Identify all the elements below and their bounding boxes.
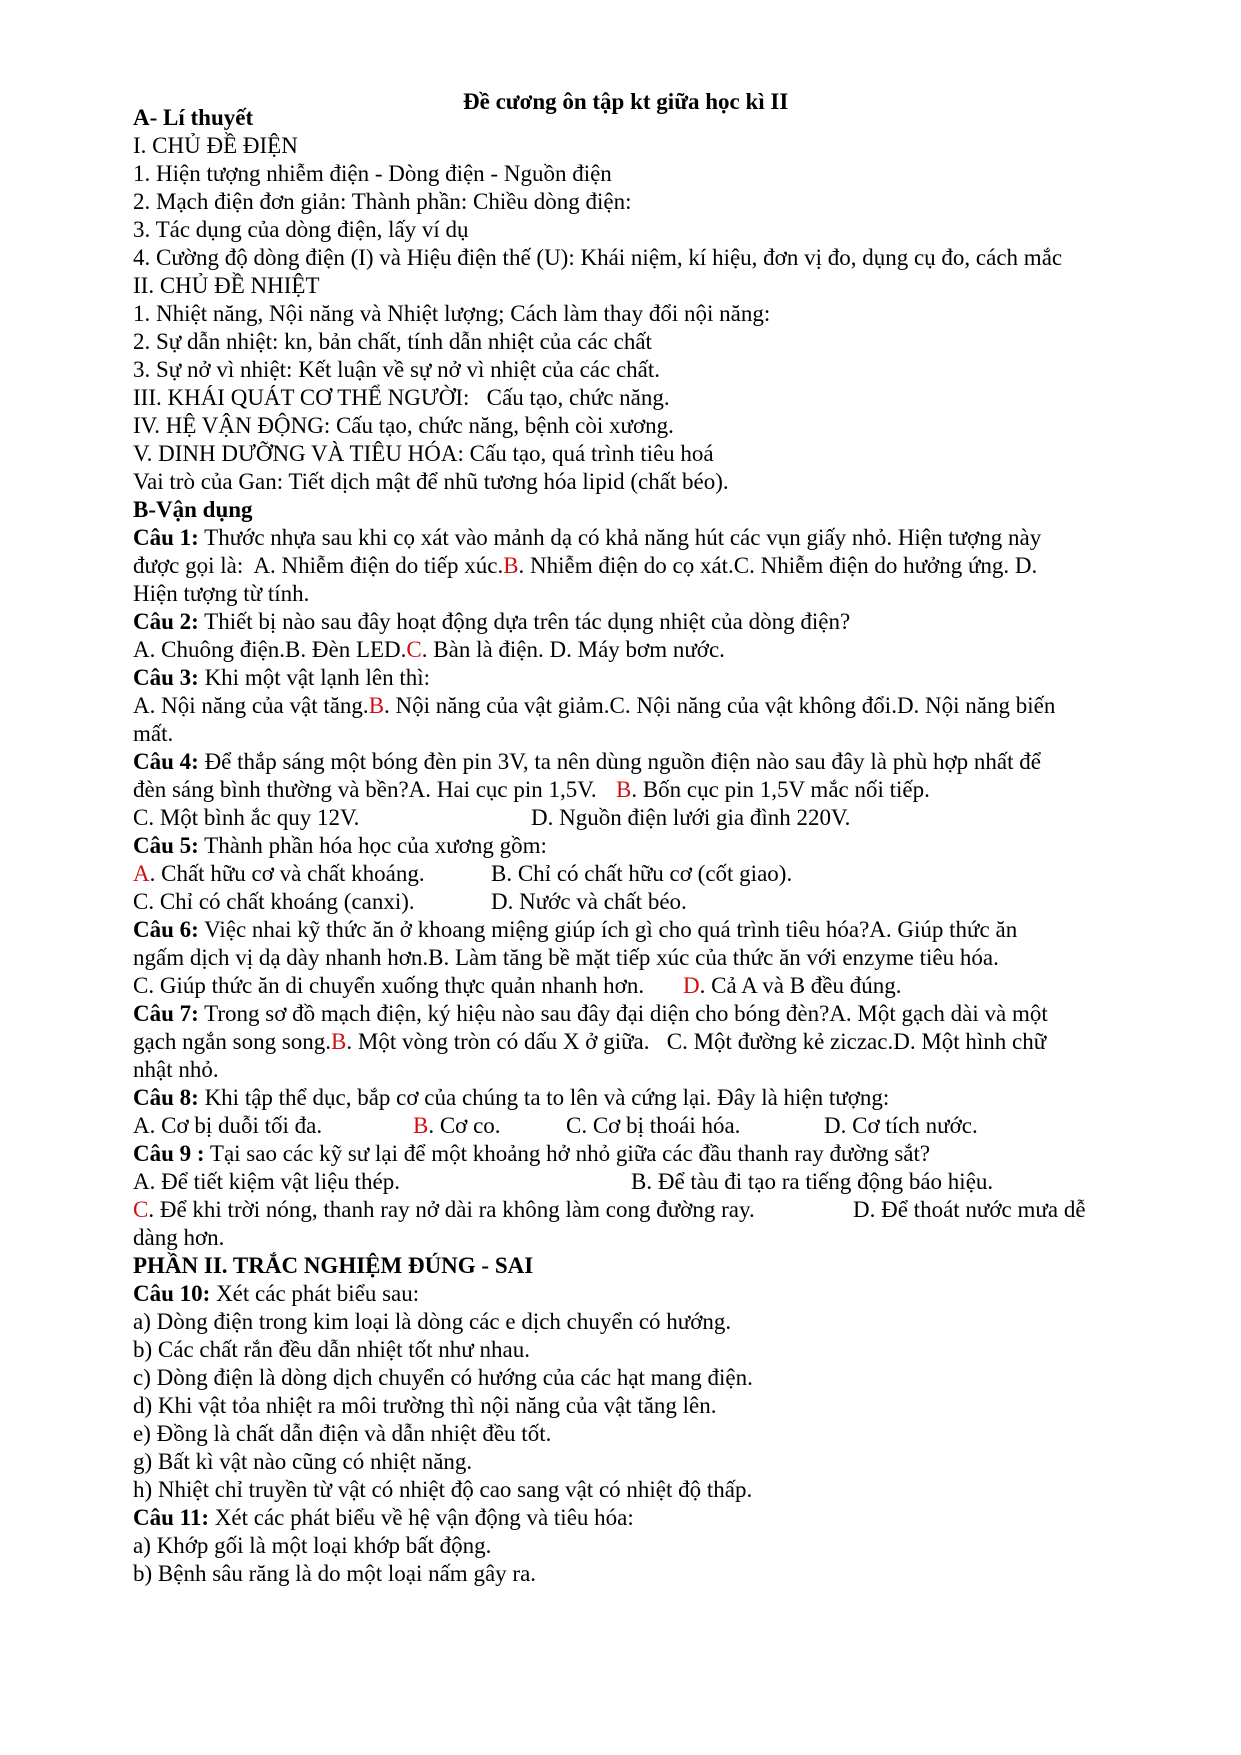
question-1-line: Hiện tượng từ tính. xyxy=(133,581,310,606)
question-9-line: dàng hơn. xyxy=(133,1225,225,1250)
question-4 xyxy=(133,748,1041,776)
question-text: Thiết bị nào sau đây hoạt động dựa trên tác dụng nhiệt của dòng điện? xyxy=(198,609,851,634)
statement-item: b) Các chất rắn đều dẫn nhiệt tốt như nhau. xyxy=(133,1337,530,1362)
question-text: Tại sao các kỹ sư lại để một khoảng hở nhỏ giữa các đầu thanh ray đường sắt? xyxy=(204,1141,931,1166)
theory-line: 1. Hiện tượng nhiễm điện - Dòng điện - Nguồn điện xyxy=(133,161,612,186)
question-text: Việc nhai kỹ thức ăn ở khoang miệng giúp ích gì cho quá trình tiêu hóa?A. Giúp thức ăn xyxy=(198,917,1018,942)
question-3 xyxy=(133,664,430,692)
question-8 xyxy=(133,1084,889,1112)
question-6 xyxy=(133,916,1017,944)
question-text: Khi tập thể dục, bắp cơ của chúng ta to lên và cứng lại. Đây là hiện tượng: xyxy=(198,1085,890,1110)
question-text: Xét các phát biểu về hệ vận động và tiêu hóa: xyxy=(209,1505,634,1530)
question-text: Thành phần hóa học của xương gồm: xyxy=(198,833,547,858)
question-2 xyxy=(133,608,850,636)
correct-answer-letter: B xyxy=(616,777,632,802)
theory-line: IV. HỆ VẬN ĐỘNG: Cấu tạo, chức năng, bệnh còi xương. xyxy=(133,413,674,438)
theory-line: I. CHỦ ĐỀ ĐIỆN xyxy=(133,133,298,158)
option-text: . Nhiễm điện do cọ xát.C. Nhiễm điện do hưởng ứng. D. xyxy=(518,553,1038,578)
correct-answer-letter: C xyxy=(133,1197,149,1222)
option-text: . Bốn cục pin 1,5V mắc nối tiếp. xyxy=(631,777,930,802)
question-label: Câu 2: xyxy=(133,609,199,634)
question-5-option-d: D. Nước và chất béo. xyxy=(491,889,687,914)
option-text: . Nội năng của vật giảm.C. Nội năng của vật không đổi.D. Nội năng biến xyxy=(384,693,1056,718)
question-4-option-b xyxy=(616,776,930,804)
question-label: Câu 10: xyxy=(133,1281,211,1306)
correct-answer-letter: D xyxy=(683,973,700,998)
question-7 xyxy=(133,1000,1048,1028)
question-label: Câu 5: xyxy=(133,833,199,858)
correct-answer-letter: B xyxy=(368,693,385,718)
question-label: Câu 11: xyxy=(133,1505,210,1530)
question-1 xyxy=(133,524,1041,552)
statement-item: a) Khớp gối là một loại khớp bất động. xyxy=(133,1533,492,1558)
question-9-option-b: B. Để tàu đi tạo ra tiếng động báo hiệu. xyxy=(631,1169,994,1194)
question-label: Câu 9 : xyxy=(133,1141,205,1166)
question-text: Khi một vật lạnh lên thì: xyxy=(198,665,431,690)
question-label: Câu 8: xyxy=(133,1085,199,1110)
option-text: . Cả A và B đều đúng. xyxy=(699,973,902,998)
option-text: . Để khi trời nóng, thanh ray nở dài ra không làm cong đường ray. xyxy=(148,1197,755,1222)
part-a-heading: A- Lí thuyết xyxy=(133,105,254,130)
option-text: được gọi là: A. Nhiễm điện do tiếp xúc. xyxy=(133,553,504,578)
question-4-option-d: D. Nguồn điện lưới gia đình 220V. xyxy=(531,805,851,830)
question-5-option-c: C. Chỉ có chất khoáng (canxi). xyxy=(133,889,415,914)
part-b-heading: B-Vận dụng xyxy=(133,497,253,522)
option-text: . Bàn là điện. D. Máy bơm nước. xyxy=(421,637,725,662)
theory-line: 3. Sự nở vì nhiệt: Kết luận về sự nở vì nhiệt của các chất. xyxy=(133,357,661,382)
option-text: A. Nội năng của vật tăng. xyxy=(133,693,369,718)
theory-line: 2. Sự dẫn nhiệt: kn, bản chất, tính dẫn nhiệt của các chất xyxy=(133,329,652,354)
question-label: Câu 7: xyxy=(133,1001,199,1026)
question-8-option-a: A. Cơ bị duỗi tối đa. xyxy=(133,1113,323,1138)
question-9-option-a: A. Để tiết kiệm vật liệu thép. xyxy=(133,1169,400,1194)
option-text: gạch ngắn song song. xyxy=(133,1029,332,1054)
question-3-line: mất. xyxy=(133,721,174,746)
correct-answer-letter: B xyxy=(331,1029,347,1054)
question-4-line xyxy=(133,776,597,804)
theory-line: 4. Cường độ dòng điện (I) và Hiệu điện thế (U): Khái niệm, kí hiệu, đơn vị đo, dụng cụ đo, cách mắc xyxy=(133,245,1063,270)
statement-item: d) Khi vật tỏa nhiệt ra môi trường thì nội năng của vật tăng lên. xyxy=(133,1393,717,1418)
question-10 xyxy=(133,1280,419,1308)
correct-answer-letter: A xyxy=(133,861,150,886)
option-text: đèn sáng bình thường và bền?A. Hai cục pin 1,5V. xyxy=(133,777,597,802)
question-3-line xyxy=(133,692,1055,720)
question-9-option-d: D. Để thoát nước mưa dễ xyxy=(853,1197,1086,1222)
option-text: . Một vòng tròn có dấu X ở giữa. C. Một đường kẻ ziczac.D. Một hình chữ xyxy=(346,1029,1047,1054)
question-text: Thước nhựa sau khi cọ xát vào mảnh dạ có khả năng hút các vụn giấy nhỏ. Hiện tượng này xyxy=(198,525,1042,550)
question-label: Câu 4: xyxy=(133,749,199,774)
statement-item: e) Đồng là chất dẫn điện và dẫn nhiệt đều tốt. xyxy=(133,1421,552,1446)
question-11 xyxy=(133,1504,634,1532)
statement-item: g) Bất kì vật nào cũng có nhiệt năng. xyxy=(133,1449,473,1474)
statement-item: b) Bệnh sâu răng là do một loại nấm gây ra. xyxy=(133,1561,537,1586)
theory-line: V. DINH DƯỠNG VÀ TIÊU HÓA: Cấu tạo, quá trình tiêu hoá xyxy=(133,441,714,466)
question-label: Câu 1: xyxy=(133,525,199,550)
statement-item: c) Dòng điện là dòng dịch chuyển có hướng của các hạt mang điện. xyxy=(133,1365,753,1390)
statement-item: h) Nhiệt chỉ truyền từ vật có nhiệt độ cao sang vật có nhiệt độ thấp. xyxy=(133,1477,753,1502)
question-label: Câu 3: xyxy=(133,665,199,690)
theory-line: 3. Tác dụng của dòng điện, lấy ví dụ xyxy=(133,217,469,242)
question-4-option-c: C. Một bình ắc quy 12V. xyxy=(133,805,360,830)
option-text: . Chất hữu cơ và chất khoáng. xyxy=(149,861,425,886)
question-8-option-d: D. Cơ tích nước. xyxy=(824,1113,978,1138)
part-2-heading: PHẦN II. TRẮC NGHIỆM ĐÚNG - SAI xyxy=(133,1253,534,1278)
question-7-line xyxy=(133,1028,1046,1056)
correct-answer-letter: B xyxy=(413,1113,429,1138)
statement-item: a) Dòng điện trong kim loại là dòng các e dịch chuyển có hướng. xyxy=(133,1309,732,1334)
question-text: Trong sơ đồ mạch điện, ký hiệu nào sau đây đại diện cho bóng đèn?A. Một gạch dài và một xyxy=(198,1001,1048,1026)
question-8-option-b xyxy=(413,1112,501,1140)
document-title: Đề cương ôn tập kt giữa học kì II xyxy=(463,89,789,114)
correct-answer-letter: C xyxy=(406,637,422,662)
theory-line: 1. Nhiệt năng, Nội năng và Nhiệt lượng; Cách làm thay đổi nội năng: xyxy=(133,301,771,326)
question-5-option-a xyxy=(133,860,425,888)
question-8-option-c: C. Cơ bị thoái hóa. xyxy=(566,1113,741,1138)
theory-line: Vai trò của Gan: Tiết dịch mật để nhũ tương hóa lipid (chất béo). xyxy=(133,469,729,494)
question-5 xyxy=(133,832,547,860)
question-text: Xét các phát biểu sau: xyxy=(210,1281,420,1306)
question-7-line: nhật nhỏ. xyxy=(133,1057,219,1082)
option-text: . Cơ co. xyxy=(428,1113,501,1138)
theory-line: II. CHỦ ĐỀ NHIỆT xyxy=(133,273,320,298)
theory-line: III. KHÁI QUÁT CƠ THỂ NGƯỜI: Cấu tạo, chức năng. xyxy=(133,385,670,410)
option-text: A. Chuông điện.B. Đèn LED. xyxy=(133,637,407,662)
question-6-line: ngấm dịch vị dạ dày nhanh hơn.B. Làm tăng bề mặt tiếp xúc của thức ăn với enzyme tiêu hóa. xyxy=(133,945,999,970)
theory-line: 2. Mạch điện đơn giản: Thành phần: Chiều dòng điện: xyxy=(133,189,632,214)
question-1-line xyxy=(133,552,1037,580)
question-9-option-c xyxy=(133,1196,755,1224)
question-6-option-c: C. Giúp thức ăn di chuyển xuống thực quản nhanh hơn. xyxy=(133,973,645,998)
correct-answer-letter: B xyxy=(503,553,519,578)
question-9 xyxy=(133,1140,930,1168)
question-6-option-d xyxy=(683,972,902,1000)
question-text: Để thắp sáng một bóng đèn pin 3V, ta nên dùng nguồn điện nào sau đây là phù hợp nhất để xyxy=(198,749,1041,774)
question-5-option-b: B. Chỉ có chất hữu cơ (cốt giao). xyxy=(491,861,793,886)
question-2-line xyxy=(133,636,725,664)
question-label: Câu 6: xyxy=(133,917,199,942)
